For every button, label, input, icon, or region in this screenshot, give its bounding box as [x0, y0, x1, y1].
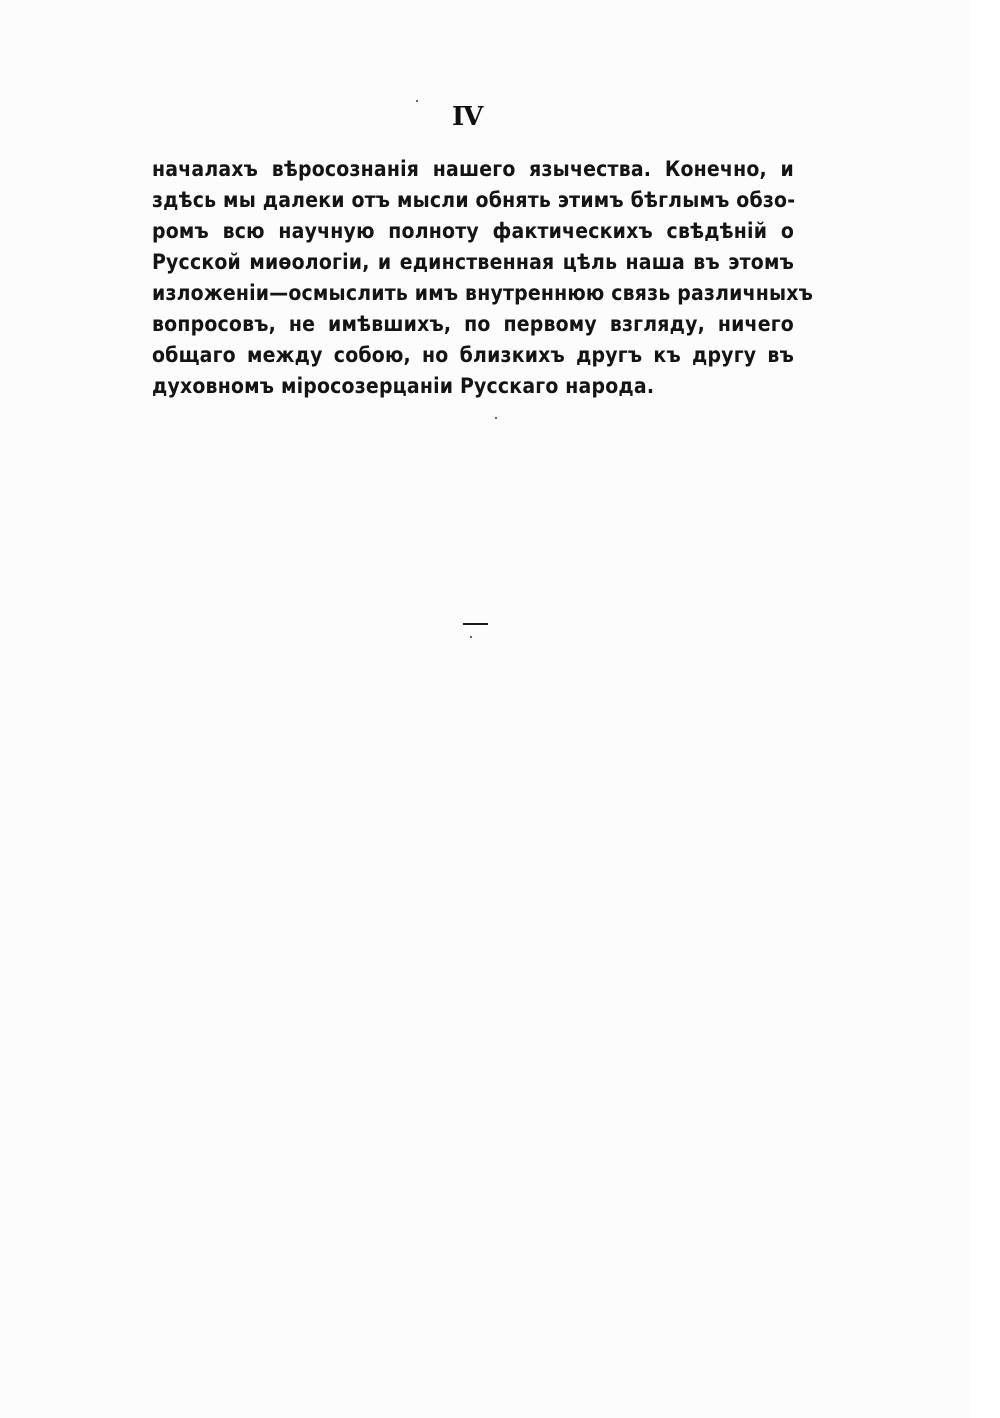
- paragraph-line-8: духовномъ міросозерцаніи Русскаго народа.: [152, 374, 655, 398]
- print-speck: [416, 100, 418, 102]
- end-rule: [463, 623, 488, 625]
- paragraph-line-7: общаго между собою, но близкихъ другъ къ другу въ: [152, 343, 794, 367]
- print-speck: [470, 636, 472, 638]
- paragraph-line-4: Русской миѳологіи, и единственная цѣль наша въ этомъ: [152, 250, 794, 274]
- paragraph-line-1: началахъ вѣросознанія нашего язычества. Конечно, и: [152, 157, 794, 181]
- page-number: IV: [452, 102, 483, 132]
- paragraph-line-2: здѣсь мы далеки отъ мысли обнять этимъ бѣглымъ обзо-: [152, 188, 796, 212]
- print-speck: [495, 417, 497, 419]
- paragraph-line-6: вопросовъ, не имѣвшихъ, по первому взгляду, ничего: [152, 312, 794, 336]
- paragraph-line-5: изложеніи—осмыслить имъ внутреннюю связь различныхъ: [152, 281, 814, 305]
- paragraph: [152, 154, 814, 402]
- paragraph-line-3: ромъ всю научную полноту фактическихъ свѣдѣній о: [152, 219, 794, 243]
